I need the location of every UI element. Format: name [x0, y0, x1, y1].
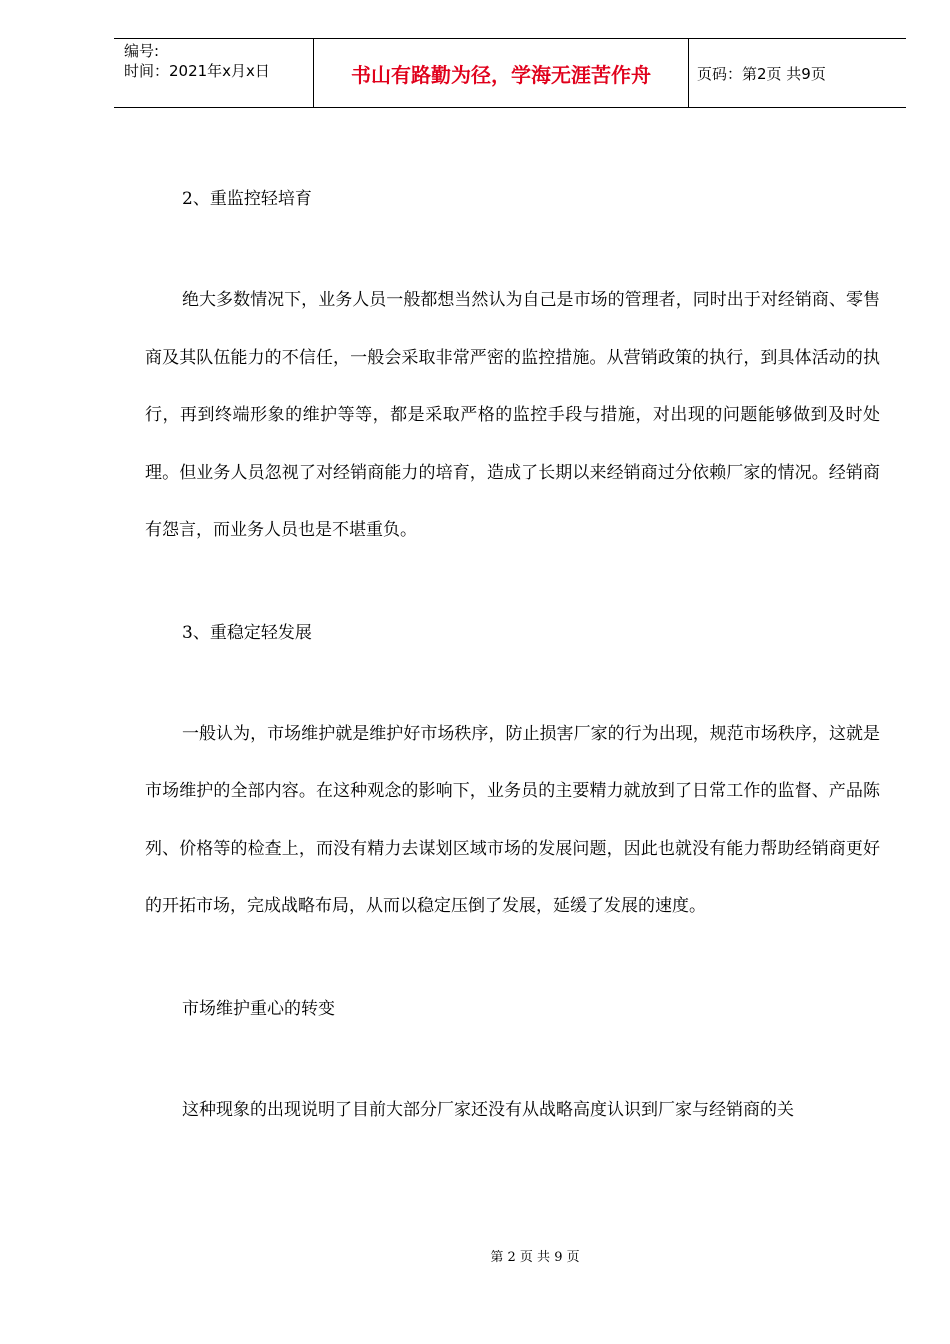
section3-heading: 3、重稳定轻发展: [182, 622, 312, 643]
header-meta: [114, 39, 314, 107]
number-label: 编号:: [124, 42, 160, 60]
header-page-label: 页码：第2页 共9页: [697, 64, 826, 83]
page-header: [114, 38, 906, 108]
page-footer: 第 2 页 共 9 页: [490, 1250, 580, 1265]
header-motto: 书山有路勤为径，学海无涯苦作舟: [314, 39, 689, 107]
time-label: 时间：2021年x月x日: [124, 62, 270, 80]
section2-heading: 2、重监控轻培育: [182, 189, 312, 209]
document-body: [145, 170, 880, 1183]
shift-heading: 市场维护重心的转变: [182, 998, 335, 1019]
section3-paragraph: 一般认为，市场维护就是维护好市场秩序，防止损害厂家的行为出现，规范市场秩序，这就是市场维护的全部内容。在这种观念的影响下，业务员的主要精力就放到了日常工作的监督、产品陈列、价格等的检查上，而没有精力去谋划区域市场的发展问题，因此也就没有能力帮助经销商更好的开拓市场，完成战略布局，从而以稳定压倒了发展，延缓了发展的速度。: [145, 723, 880, 916]
section2-paragraph: 绝大多数情况下，业务人员一般都想当然认为自己是市场的管理者，同时出于对经销商、零售商及其队伍能力的不信任，一般会采取非常严密的监控措施。从营销政策的执行，到具体活动的执行，再到终端形象的维护等等，都是采取严格的监控手段与措施，对出现的问题能够做到及时处理。但业务人员忽视了对经销商能力的培育，造成了长期以来经销商过分依赖厂家的情况。经销商有怨言，而业务人员也是不堪重负。: [145, 290, 880, 540]
shift-paragraph: 这种现象的出现说明了目前大部分厂家还没有从战略高度认识到厂家与经销商的关: [182, 1099, 794, 1120]
